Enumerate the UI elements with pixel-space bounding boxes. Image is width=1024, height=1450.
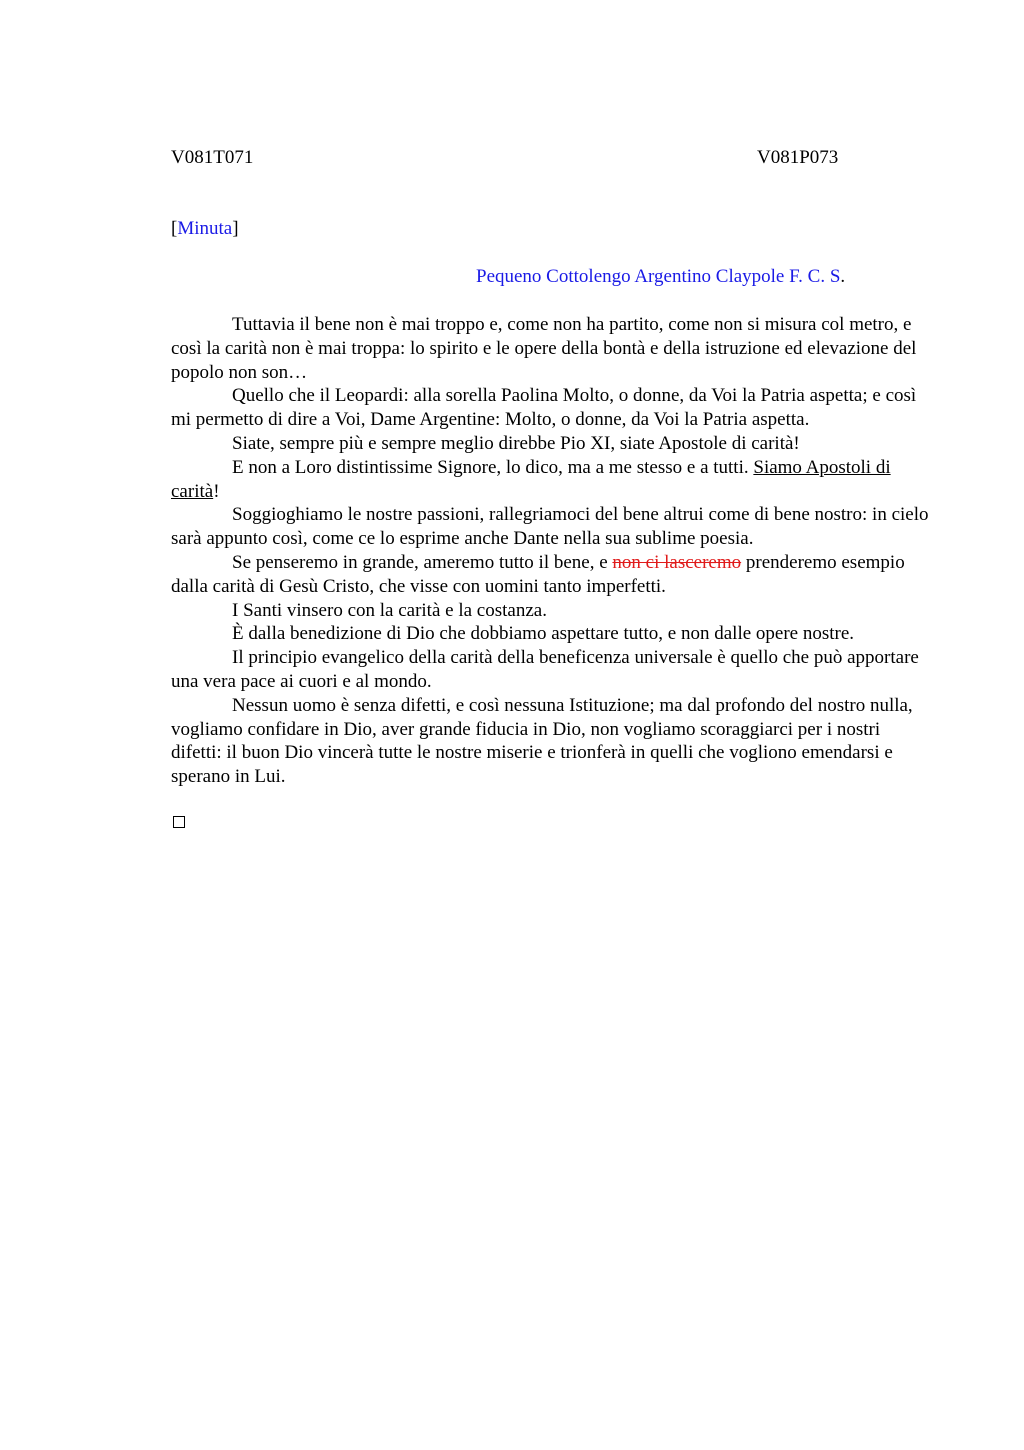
minuta-label: Minuta <box>177 218 233 239</box>
place-period: . <box>840 266 846 287</box>
paragraph-6-end: prenderemo esempio dalla carità di Gesù Cristo, che visse con uomini tanto imperfetti. <box>171 551 905 597</box>
right-code: V081P073 <box>757 147 839 168</box>
paragraph-4-end: ! <box>213 480 220 502</box>
underlined-phrase: Siamo Apostoli di carità <box>171 456 891 502</box>
paragraph-8: È dalla benedizione di Dio che dobbiamo aspettare tutto, e non dalle opere nostre. <box>232 623 855 645</box>
end-box-icon <box>173 816 185 828</box>
paragraph-10: Nessun uomo è senza difetti, e così nessuna Istituzione; ma dal profondo del nostro nulla, vogliamo confidare in Dio, aver grande fiducia in Dio, non vogliamo scoraggiarci per i nostri difetti: il buon Dio vincerà tutte le nostre miserie e trionferà in quelli che vogliono emendarsi e sperano in Lui. <box>171 694 913 788</box>
paragraph-7: I Santi vinsero con la carità e la costanza. <box>232 599 547 621</box>
minuta-note <box>171 218 239 240</box>
deleted-phrase: non ci lasceremo <box>612 551 742 573</box>
paragraph-4-text: E non a Loro distintissime Signore, lo dico, ma a me stesso e a tutti. <box>232 456 754 478</box>
paragraph-6-text: Se penseremo in grande, ameremo tutto il bene, e <box>232 551 613 573</box>
place-text: Pequeno Cottolengo Argentino Claypole F. C. S <box>476 266 841 287</box>
paragraph-9: Il principio evangelico della carità della beneficenza universale è quello che può apportare una vera pace ai cuori e al mondo. <box>171 647 919 692</box>
paragraph-1: Tuttavia il bene non è mai troppo e, come non ha partito, come non si misura col metro, e così la carità non è mai troppa: lo spirito e le opere della bontà e della istruzione ed elevazione del popolo non son… <box>171 314 917 383</box>
letter-body <box>171 313 931 789</box>
paragraph-3: Siate, sempre più e sempre meglio direbbe Pio XI, siate Apostole di carità! <box>232 432 800 454</box>
paragraph-4 <box>171 456 931 504</box>
paragraph-6 <box>171 551 931 599</box>
left-code: V081T071 <box>171 147 254 168</box>
paragraph-5: Soggioghiamo le nostre passioni, rallegriamoci del bene altrui come di bene nostro: in cielo sarà appunto così, come ce lo esprime anche Dante nella sua sublime poesia. <box>171 504 929 550</box>
paragraph-2: Quello che il Leopardi: alla sorella Paolina Molto, o donne, da Voi la Patria aspetta; e così mi permetto di dire a Voi, Dame Argentine: Molto, o donne, da Voi la Patria aspetta. <box>171 385 917 431</box>
bracket-open: [ <box>171 218 178 239</box>
bracket-close: ] <box>232 218 239 239</box>
place-line <box>476 266 845 288</box>
